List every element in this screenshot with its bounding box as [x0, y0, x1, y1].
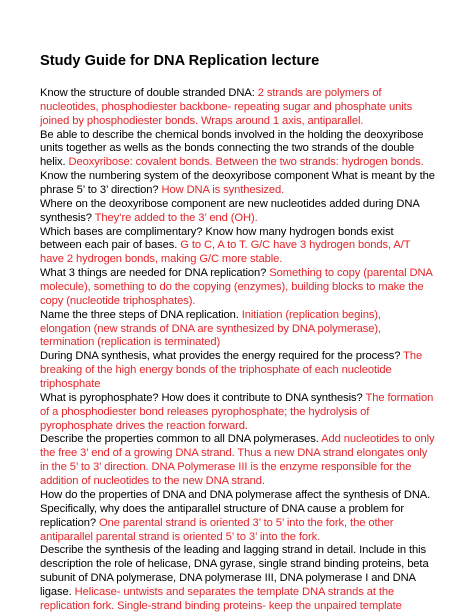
question-text: units together as wells as the bonds connecting the two strands of the double [40, 142, 415, 155]
text-line [40, 489, 460, 503]
text-line [40, 378, 460, 392]
question-text: During DNA synthesis, what provides the energy required for the process? [40, 350, 404, 363]
question-text: Name the three steps of DNA replication. [40, 308, 242, 321]
answer-text: The [403, 350, 423, 363]
answer-text: They’re added to the 3’ end (OH). [94, 211, 258, 224]
text-line [40, 364, 460, 378]
text-line [40, 544, 460, 558]
text-line [40, 572, 460, 586]
answer-text: elongation (new strands of DNA are synthesized by DNA polymerase), [40, 322, 382, 335]
answer-text: Helicase- untwists and separates the template DNA strands at the [74, 585, 395, 598]
answer-text: breaking of the high energy bonds of the triphosphate of each nucleotide [40, 364, 392, 377]
text-line [40, 212, 460, 226]
answer-text: Add nucleotides to only [321, 433, 435, 446]
text-line [40, 586, 460, 600]
text-line [40, 101, 460, 115]
text-line [40, 600, 460, 614]
text-line [40, 309, 460, 323]
text-line [40, 226, 460, 240]
text-line [40, 129, 460, 143]
text-line [40, 281, 460, 295]
text-line [40, 350, 460, 364]
answer-text: molecule), something to do the copying (enzymes), building blocks to make the [40, 281, 424, 294]
answer-text: G to C, A to T. G/C have 3 hydrogen bonds, A/T [180, 239, 411, 252]
question-text: description the role of helicase, DNA gyrase, single strand binding proteins, beta [40, 558, 429, 571]
answer-text: in the 5’ to 3’ direction. DNA Polymerase III is the enzyme responsible for the [40, 461, 412, 474]
text-line [40, 198, 460, 212]
text-line [40, 142, 460, 156]
text-line [40, 517, 460, 531]
answer-text: Initiation (replication begins), [241, 308, 381, 321]
text-line [40, 295, 460, 309]
text-line [40, 87, 460, 101]
question-text: What 3 things are needed for DNA replication? [40, 267, 270, 280]
answer-text: The formation [365, 391, 434, 404]
question-text: helix. [40, 156, 69, 169]
answer-text: the free 3’ end of a growing DNA strand. Thus a new DNA strand elongates only [40, 447, 428, 460]
text-line [40, 531, 460, 545]
answer-text: replication fork. Single-strand binding proteins- keep the unpaired template [40, 599, 402, 612]
answer-text: How DNA is synthesized. [161, 184, 285, 197]
text-line [40, 420, 460, 434]
text-line [40, 461, 460, 475]
question-text: Know the numbering system of the deoxyribose component What is meant by the [40, 170, 435, 183]
answer-text: Something to copy (parental DNA [269, 267, 433, 280]
question-text: Describe the synthesis of the leading and lagging strand in detail. Include in this [40, 544, 426, 557]
answer-text: One parental strand is oriented 3’ to 5’ into the fork, the other [99, 516, 394, 529]
question-text: How do the properties of DNA and DNA polymerase affect the synthesis of DNA. [40, 488, 431, 501]
document-title: Study Guide for DNA Replication lecture [40, 53, 320, 69]
question-text: Specifically, why does the antiparallel structure of DNA cause a problem for [40, 502, 405, 515]
question-text: replication? [40, 516, 100, 529]
question-text: subunit of DNA polymerase, DNA polymerase III, DNA polymerase I and DNA [40, 572, 416, 585]
question-text: Describe the properties common to all DNA polymerases. [40, 433, 322, 446]
answer-text: nucleotides, phosphodiester backbone- repeating sugar and phosphate units [40, 100, 413, 113]
text-line [40, 475, 460, 489]
text-line [40, 503, 460, 517]
text-line [40, 447, 460, 461]
question-text: between each pair of bases. [40, 239, 181, 252]
text-line [40, 253, 460, 267]
answer-text: of a phosphodiester bond releases pyrophosphate; the hydrolysis of [40, 405, 370, 418]
question-text: Where on the deoxyribose component are new nucleotides added during DNA [40, 197, 420, 210]
question-text: phrase 5’ to 3’ direction? [40, 184, 162, 197]
answer-text: triphosphate [40, 378, 101, 391]
document-body [40, 87, 460, 614]
answer-text: addition of nucleotides to the new DNA strand. [40, 475, 265, 488]
text-line [40, 558, 460, 572]
text-line [40, 392, 460, 406]
text-line [40, 406, 460, 420]
answer-text: have 2 hydrogen bonds, making G/C more stable. [40, 253, 283, 266]
answer-text: Deoxyribose: covalent bonds. Between the two strands: hydrogen bonds. [68, 156, 424, 169]
text-line [40, 239, 460, 253]
text-line [40, 267, 460, 281]
question-text: Be able to describe the chemical bonds involved in the holding the deoxyribose [40, 128, 424, 141]
text-line [40, 433, 460, 447]
answer-text: joined by phosphodiester bonds. Wraps around 1 axis, antiparallel. [40, 114, 364, 127]
text-line [40, 336, 460, 350]
question-text: synthesis? [40, 211, 95, 224]
question-text: Know the structure of double stranded DNA: [40, 87, 258, 99]
text-line [40, 156, 460, 170]
answer-text: pyrophosphate drives the reaction forward. [40, 419, 248, 432]
answer-text: 2 strands are polymers of [257, 87, 382, 99]
answer-text: copy (nucleotide triphosphates). [40, 294, 196, 307]
answer-text: antiparallel parental strand is oriented 5’ to 3’ into the fork. [40, 530, 321, 543]
question-text: Which bases are complimentary? Know how many hydrogen bonds exist [40, 225, 394, 238]
text-line [40, 115, 460, 129]
answer-text: termination (replication is terminated) [40, 336, 221, 349]
text-line [40, 184, 460, 198]
text-line [40, 170, 460, 184]
question-text: What is pyrophosphate? How does it contribute to DNA synthesis? [40, 391, 366, 404]
question-text: ligase. [40, 585, 75, 598]
text-line [40, 323, 460, 337]
